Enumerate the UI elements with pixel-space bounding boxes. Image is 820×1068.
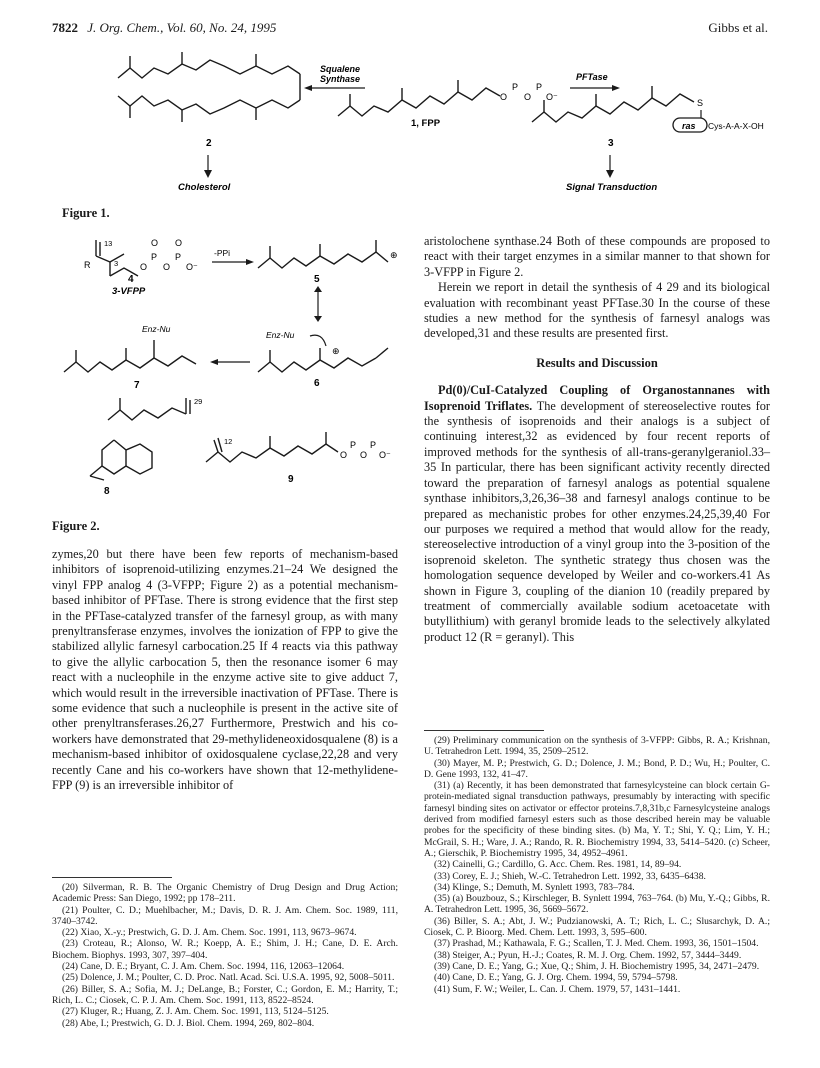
compound-7-label: 7 <box>134 380 140 391</box>
compound-5-label: 5 <box>314 274 320 285</box>
svg-text:⊕: ⊕ <box>332 346 340 356</box>
svg-text:O⁻: O⁻ <box>186 262 198 272</box>
sulfur-label: S <box>697 98 704 108</box>
svg-text:O⁻: O⁻ <box>379 450 391 460</box>
pftase-label: PFTase <box>576 72 608 82</box>
journal-citation: J. Org. Chem., Vol. 60, No. 24, 1995 <box>87 20 277 35</box>
vfpp-structure <box>96 240 138 276</box>
svg-text:O: O <box>163 262 171 272</box>
reference-item: (31) (a) Recently, it has been demonstrated that farnesylcysteine can block certain G-protein-mediated signal transduction pathways, presumably by interacting with specific farnesyl binding sites on activator or effector proteins.7,8,31b,c Farnesylcysteine analogs derived from modified farnesyl esters such as those described herein may be valuable probes for the specificity of these binding sites. (b) Ma, Y. T.; Shi, Y. Q.; Lim, Y. H.; McGrail, S. H.; Ware, J. A.; Rando, R. R. Biochemistry 1994, 33, 5414–5420. (c) Scheer, A.; Gierschik, P. Biochemistry 1995, 34, 4952–4961. <box>424 780 770 859</box>
reference-item: (22) Xiao, X.-y.; Prestwich, G. D. J. Am. Chem. Soc. 1991, 113, 9673–9674. <box>62 927 357 939</box>
reference-item: (32) Cainelli, G.; Cardillo, G. Acc. Chem. Res. 1981, 14, 89–94. <box>434 859 682 871</box>
figure2-caption: Figure 2. <box>52 519 100 533</box>
left-paragraph-1: zymes,20 but there have been few reports of mechanism-based inhibitors of isoprenoid-utilizing enzymes.21–24 We designed the vinyl FPP analog 4 (3-VFPP; Figure 2) as a potential mechanism-based inhibitor of PFTase. There is strong evidence that the first step in the PFTase-catalyzed transfer of the farnesyl group, as with many prenyltransferase enzymes, involves the ionization of FPP to give the stabilized allylic farnesyl carbocation.25 If 4 reacts via this pathway to give the allylic carbocation 5, then the resonance isomer 6 may react with a nucleophile in the enzyme active site to give adduct 7, which would result in the irreversible inactivation of PFTase. There is some evidence that such a nucleophile is present in the active site of other prenyltransferases.26,27 Furthermore, Prestwich and his co-workers have demonstrated that 29-methylideneoxidosqualene (8) is a mechanism-based inhibitor of oxidosqualene cyclase,22,28 and very recently Cane and his co-workers have shown that 12-methylidene-FPP (9) is an irreversible inhibitor of <box>52 547 398 793</box>
left-column-body <box>52 547 398 794</box>
compound-9-label: 9 <box>288 474 294 485</box>
reference-item: (41) Sum, F. W.; Weiler, L. Can. J. Chem. 1979, 57, 1431–1441. <box>434 983 681 995</box>
reference-item: (20) Silverman, R. B. The Organic Chemistry of Drug Design and Drug Action; Academic Press: San Diego, 1992; pp 178–211. <box>52 882 398 905</box>
right-paragraph-1: aristolochene synthase.24 Both of these compounds are proposed to react with their target enzymes in a similar manner to that shown for 3-VFPP in Figure 2. <box>424 234 770 279</box>
svg-text:O: O <box>500 92 508 102</box>
vfpp-label: 3-VFPP <box>112 286 146 297</box>
svg-text:P: P <box>370 440 377 450</box>
reference-item: (40) Cane, D. E.; Yang, G. J. Org. Chem. 1994, 59, 5794–5798. <box>434 972 678 984</box>
compound-6-label: 6 <box>314 378 320 389</box>
resonance-6-structure <box>258 348 388 372</box>
svg-text:O: O <box>140 262 148 272</box>
reference-item: (35) (a) Bouzbouz, S.; Kirschleger, B. Synlett 1994, 763–764. (b) Mu, Y.-Q.; Gibbs, R. A. Tetrahedron Lett. 1995, 36, 5669–5672. <box>424 893 770 916</box>
signal-transduction-label: Signal Transduction <box>566 182 658 193</box>
svg-text:12: 12 <box>224 437 233 446</box>
svg-text:O: O <box>151 238 159 248</box>
methylideneoxidosqualene-8-structure <box>90 398 190 480</box>
reference-item: (24) Cane, D. E.; Bryant, C. J. Am. Chem. Soc. 1994, 116, 12063–12064. <box>62 961 345 973</box>
figure2-scheme <box>0 0 410 520</box>
svg-text:P: P <box>536 82 543 92</box>
carbocation-5-structure <box>258 240 388 268</box>
reference-item: (38) Steiger, A.; Pyun, H.-J.; Coates, R. M. J. Org. Chem. 1992, 57, 3444–3449. <box>434 949 742 961</box>
page-number: 7822 <box>52 20 78 35</box>
reference-item: (30) Mayer, M. P.; Prestwich, G. D.; Dolence, J. M.; Bond, P. D.; Wu, H.; Poulter, C. D. Gene 1993, 132, 41–47. <box>424 757 770 780</box>
reference-item: (36) Biller, S. A.; Abt, J. W.; Pudzianowski, A. T.; Rich, L. C.; Slusarchyk, D. A.; Ciosek, C. P. Bioorg. Med. Chem. Lett. 1993, 3, 595–600. <box>424 915 770 939</box>
section-title: Results and Discussion <box>536 355 658 370</box>
cys-label: Cys-A-A-X-OH <box>708 121 764 131</box>
squalene-synthase-label: Squalene Synthase <box>320 64 361 84</box>
reference-item: (23) Croteau, R.; Alonso, W. R.; Koepp, A. E.; Shim, J. H.; Cane, D. E. Arch. Biochem. Biophys. 1993, 307, 397–404. <box>52 938 398 961</box>
footnote-rule <box>52 877 172 878</box>
right-column-body <box>424 234 770 645</box>
svg-text:O: O <box>340 450 348 460</box>
reference-item: (37) Prashad, M.; Kathawala, F. G.; Scallen, T. J. Med. Chem. 1993, 36, 1501–1504. <box>434 938 759 950</box>
reference-item: (25) Dolence, J. M.; Poulter, C. D. Proc. Natl. Acad. Sci. U.S.A. 1995, 92, 5008–5011. <box>62 972 395 984</box>
svg-text:3: 3 <box>114 259 119 268</box>
cholesterol-label: Cholesterol <box>178 182 231 193</box>
enz-nu-label-7: Enz-Nu <box>142 324 171 334</box>
svg-text:O⁻: O⁻ <box>546 92 558 102</box>
reference-item: (21) Poulter, C. D.; Muehlbacher, M.; Davis, D. R. J. Am. Chem. Soc. 1989, 111, 3740–3742. <box>52 904 398 927</box>
svg-text:O: O <box>360 450 368 460</box>
references-right <box>424 730 770 995</box>
svg-text:13: 13 <box>104 239 113 248</box>
adduct-7-structure <box>64 340 196 372</box>
references-left <box>52 877 398 1029</box>
reference-item: (27) Kluger, R.; Huang, Z. J. Am. Chem. Soc. 1991, 113, 5124–5125. <box>62 1006 329 1018</box>
running-header-authors: Gibbs et al. <box>708 20 768 35</box>
svg-text:P: P <box>151 252 158 262</box>
footnote-rule <box>424 730 544 731</box>
reference-item: (26) Biller, S. A.; Sofia, M. J.; DeLange, B.; Forster, C.; Gordon, E. M.; Harrity, T.; Rich, L. C.; Ciosek, C. P. J. Am. Chem. Soc. 1991, 113, 8522–8524. <box>52 983 398 1006</box>
figure1-caption: Figure 1. <box>62 206 110 220</box>
right-paragraph-3: The development of stereoselective routes for the synthesis of isoprenoids and their analogs is a subject of continuing interest,32 as evidenced by four recent reports of improved methods for the synthesis of all-trans-geranylgeraniol.33–35 In particular, there has been significant activity recently directed toward the preparation of farnesyl analogs as potential squalene synthase inhibitors,3,26,36–38 and farnesyl analogs continue to be prepared as mechanistic probes for other enzymes.24,25,39,40 For our purposes we required a method that would allow for the ready, stereoselective introduction of a vinyl group into the 3-position of the isoprenoid skeleton. The synthetic strategy thus chosen was the homologation sequence developed by Weiler and co-workers.41 As shown in Figure 3, coupling of the dianion 10 (readily prepared by treatment of commercially available sodium acetoacetate with butyllithium) with geranyl bromide leads to the selectively alkylated product 12 (R = geranyl). This <box>424 398 770 644</box>
compound-2-label: 2 <box>206 138 212 149</box>
svg-text:O: O <box>175 238 183 248</box>
svg-text:O: O <box>524 92 532 102</box>
svg-text:P: P <box>175 252 182 262</box>
ppi-label: -PPi <box>214 248 231 258</box>
enz-nu-label-6: Enz-Nu <box>266 330 295 340</box>
reference-item: (39) Cane, D. E.; Yang, G.; Xue, Q.; Shim, J. H. Biochemistry 1995, 34, 2471–2479. <box>434 960 760 972</box>
svg-text:P: P <box>350 440 357 450</box>
reference-item: (34) Klinge, S.; Demuth, M. Synlett 1993, 783–784. <box>434 881 635 893</box>
reference-item: (28) Abe, I.; Prestwich, G. D. J. Biol. Chem. 1994, 269, 802–804. <box>62 1017 315 1029</box>
svg-text:P: P <box>512 82 519 92</box>
svg-text:⊕: ⊕ <box>390 250 398 260</box>
compound-4-label: 4 <box>128 274 134 285</box>
compound-3-label: 3 <box>608 138 614 149</box>
r-group-label: R <box>84 260 91 270</box>
right-paragraph-2: Herein we report in detail the synthesis of 4 29 and its biological evaluation with recombinant yeast PFTase.30 In the course of these studies a new method for the synthesis of farnesyl analogs was developed,31 and these results are presented first. <box>424 280 770 341</box>
fpp-label: 1, FPP <box>411 118 441 129</box>
svg-text:29: 29 <box>194 397 203 406</box>
reference-item: (29) Preliminary communication on the synthesis of 3-VFPP: Gibbs, R. A.; Krishnan, U. Tetrahedron Lett. 1994, 35, 2509–2512. <box>424 735 770 758</box>
compound-8-label: 8 <box>104 486 110 497</box>
reference-item: (33) Corey, E. J.; Shieh, W.-C. Tetrahedron Lett. 1992, 33, 6435–6438. <box>434 870 706 882</box>
subsection-heading: Pd(0)/CuI-Catalyzed Coupling of Organostannanes with Isoprenoid Triflates. <box>424 383 770 413</box>
ras-label: ras <box>682 121 696 131</box>
